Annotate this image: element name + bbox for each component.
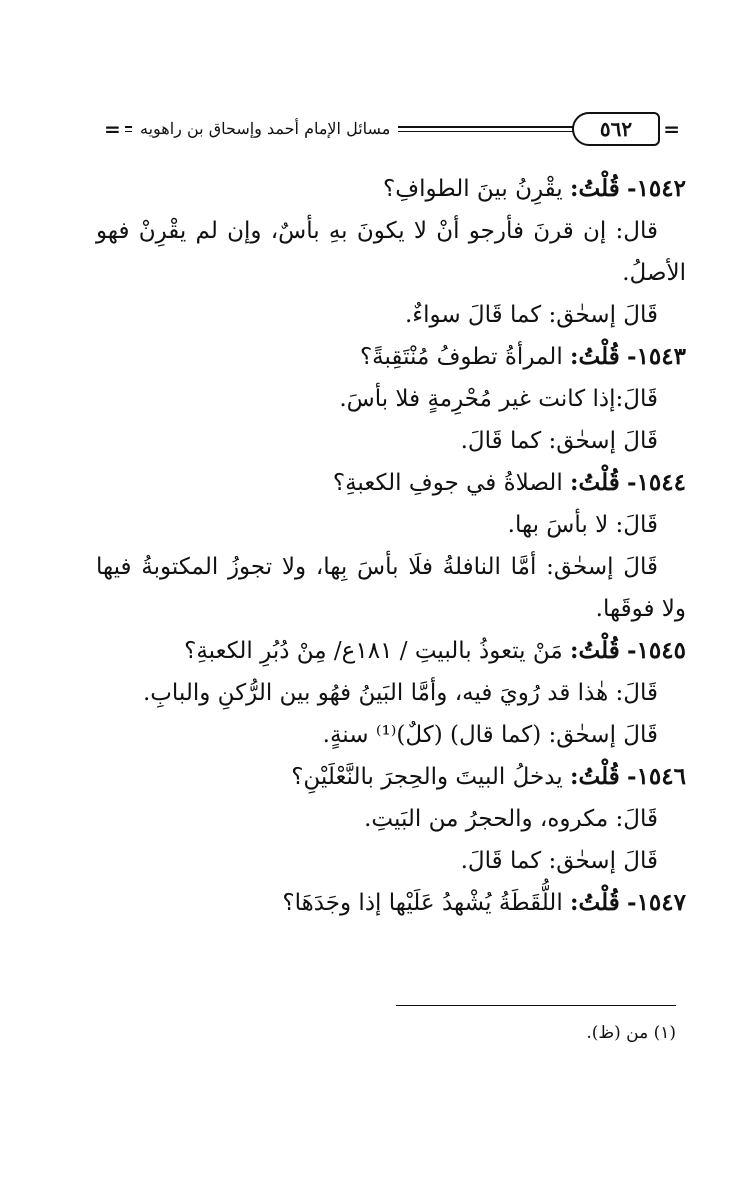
answer-line: قَالَ:إذا كانت غير مُحْرِمةٍ فلا بأسَ. [339, 386, 658, 412]
question-text: المرأةُ تطوفُ مُنْتَقِبةً؟ [359, 344, 563, 370]
footnote-separator [396, 1005, 676, 1006]
question-text: الصلاةُ في جوفِ الكعبةِ؟ [332, 470, 563, 496]
question-marker: قُلْتُ: [570, 175, 620, 202]
question-number: ١٥٤٦- [627, 763, 686, 790]
question-line [96, 630, 686, 672]
footnotes [396, 1020, 676, 1046]
question-number: ١٥٤٤- [627, 469, 686, 496]
question-text: يدخلُ البيتَ والحِجرَ بالنَّعْلَيْنِ؟ [291, 764, 563, 790]
question-marker: قُلْتُ: [570, 889, 620, 916]
question-line [96, 756, 686, 798]
running-header [100, 112, 684, 148]
page-number-badge [572, 112, 660, 146]
question-number: ١٥٤٧- [627, 889, 686, 916]
answer-line: قَالَ إسحٰق: أمَّا النافلةُ فلَا بأسَ بِها، ولا تجوزُ المكتوبةُ فيها [96, 554, 658, 580]
continuation-line: الأصلُ. [622, 260, 686, 286]
question-text: مَنْ يتعوذُ بالبيتِ / ١٨١ع/ مِنْ دُبُرِ الكعبةِ؟ [184, 638, 563, 664]
answer-line: قال: إن قرنَ فأرجو أنْ لا يكونَ بهِ بأسٌ، وإن لم يقْرِنْ فهو [96, 218, 658, 244]
question-text: اللُّقَطَةُ يُشْهدُ عَلَيْها إذا وجَدَهَا؟ [282, 890, 563, 916]
question-entry [96, 756, 686, 882]
question-marker: قُلْتُ: [570, 637, 620, 664]
question-marker: قُلْتُ: [570, 343, 620, 370]
question-marker: قُلْتُ: [570, 469, 620, 496]
question-line [96, 462, 686, 504]
question-entry [96, 882, 686, 924]
continuation-line: ولا فوقَها. [595, 596, 686, 622]
question-entry [96, 336, 686, 462]
answer-line: قَالَ إسحٰق: كما قَالَ. [460, 428, 658, 454]
question-line [96, 336, 686, 378]
answer-line: قَالَ إسحٰق: كما قَالَ. [460, 848, 658, 874]
question-entry [96, 630, 686, 756]
question-number: ١٥٤٣- [627, 343, 686, 370]
question-entry [96, 168, 686, 336]
answer-line: قَالَ: مكروه، والحجرُ من البَيتِ. [364, 806, 658, 832]
answer-line: قَالَ إسحٰق: (كما قال) (كلٌ)⁽¹⁾ سنةٍ. [322, 722, 658, 748]
question-number: ١٥٤٥- [627, 637, 686, 664]
answer-line: قَالَ إسحٰق: كما قَالَ سواءٌ. [404, 302, 658, 328]
page-body [96, 168, 686, 924]
running-title: مسائل الإمام أحمد وإسحاق بن راهويه [132, 115, 398, 143]
question-text: يقْرِنُ بينَ الطوافِ؟ [383, 176, 563, 202]
header-ornament-right: = [659, 114, 684, 144]
answer-line: قَالَ: لا بأسَ بها. [507, 512, 658, 538]
footnote-item: (١) من (ظ). [586, 1023, 676, 1043]
question-number: ١٥٤٢- [627, 175, 686, 202]
answer-line: قَالَ: هٰذا قد رُويَ فيه، وأمَّا البَينُ فهُو بين الرُّكنِ والبابِ. [142, 680, 658, 706]
page-number: ٥٦٢ [599, 117, 633, 141]
question-entry [96, 462, 686, 630]
question-marker: قُلْتُ: [570, 763, 620, 790]
header-ornament-left: = [100, 114, 125, 144]
question-line [96, 882, 686, 924]
question-line [96, 168, 686, 210]
